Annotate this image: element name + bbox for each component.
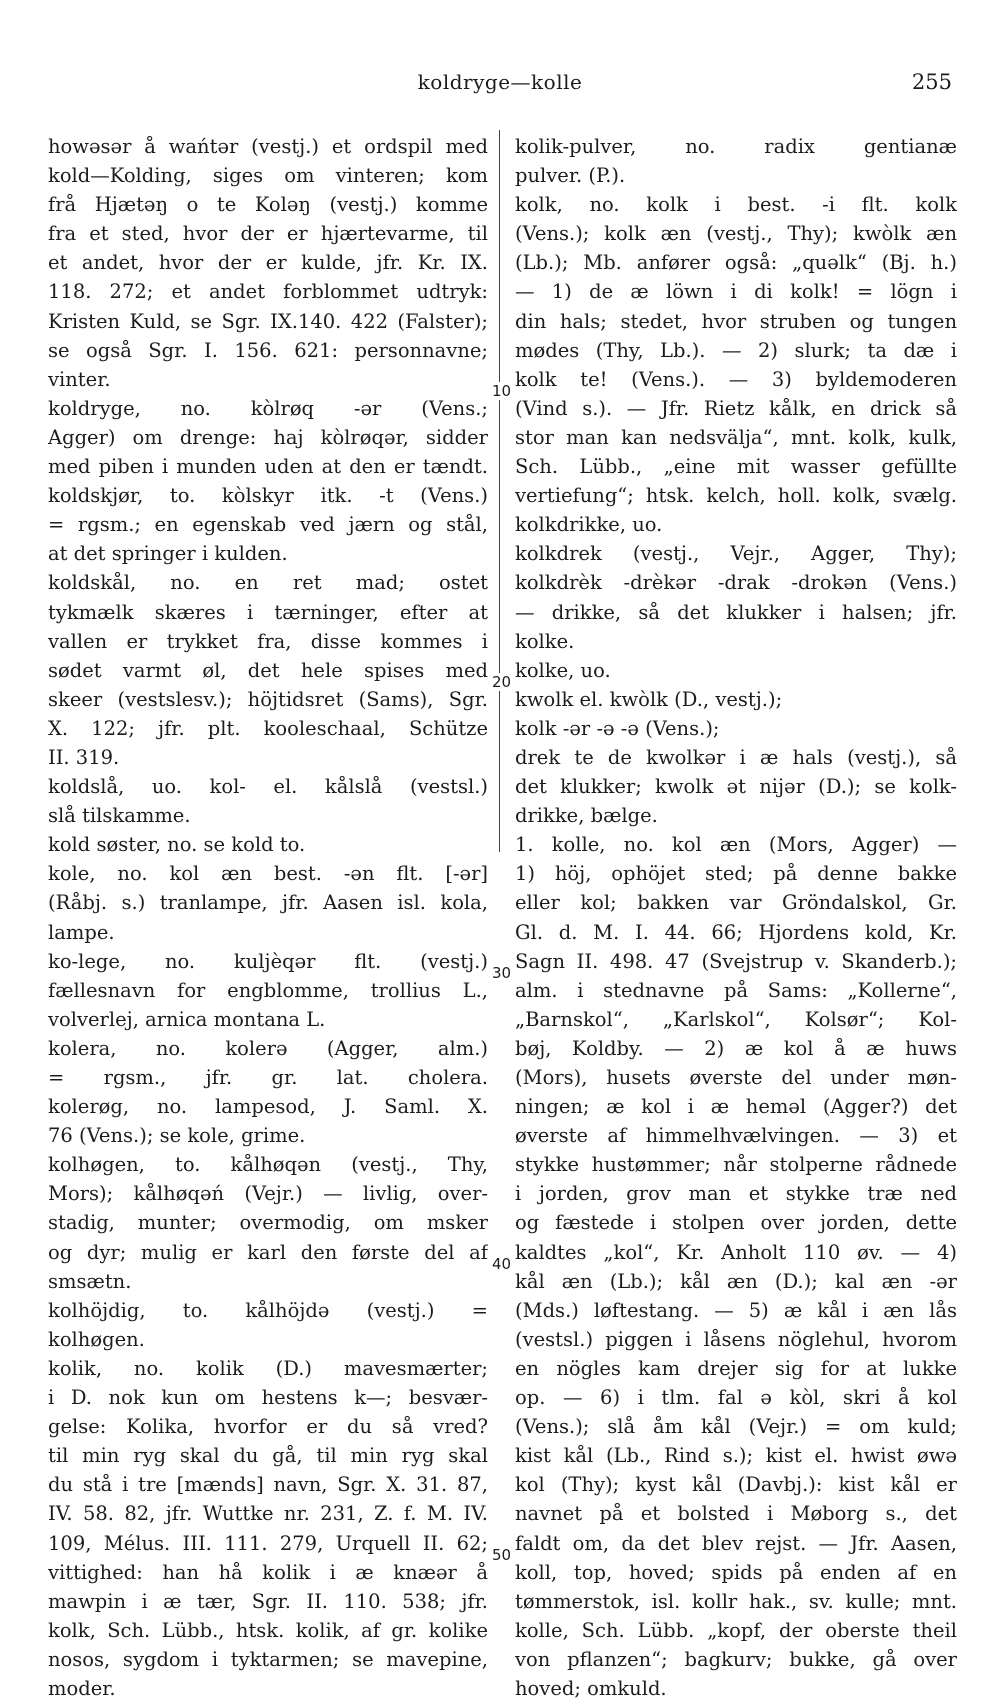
text-line: koldslå, uo. kol- el. kålslå (vestsl.) (48, 775, 488, 799)
text-line: ko-lege, no. kuljèqər flt. (vestj.) (48, 949, 488, 973)
text-line: (Vens.); slå åm kål (Vejr.) = om kuld; (515, 1415, 957, 1439)
line-number: 50 (492, 1546, 512, 1564)
text-line: og dyr; mulig er karl den første del af (48, 1240, 488, 1264)
text-line: kolk -ər -ə -ə (Vens.); (515, 716, 720, 740)
text-line: kolik-pulver, no. radix gentianæ (515, 135, 957, 158)
text-line: sødet varmt øl, det hele spises med (48, 658, 488, 682)
text-line: koldryge, no. kòlrøq -ər (Vens.; (48, 396, 488, 420)
text-line: kål æn (Lb.); kål æn (D.); kal æn -ər (515, 1269, 957, 1293)
line-number: 10 (492, 382, 512, 400)
text-line: mødes (Thy, Lb.). — 2) slurk; ta dæ i (515, 338, 957, 362)
text-line: kolik, no. kolik (D.) mavesmærter; (48, 1356, 488, 1380)
text-line: bøj, Koldby. — 2) æ kol å æ huws (515, 1036, 957, 1060)
text-line: Gl. d. M. I. 44. 66; Hjordens kold, Kr. (515, 920, 957, 944)
text-line: koldskål, no. en ret mad; ostet (48, 571, 488, 595)
text-line: og fæstede i stolpen over jorden, dette (515, 1211, 957, 1235)
text-line: 1. kolle, no. kol æn (Mors, Agger) — (515, 833, 957, 857)
text-line: vertiefung“; htsk. kelch, holl. kolk, svælg. (515, 484, 957, 508)
text-line: X. 122; jfr. plt. kooleschaal, Schütze (48, 716, 488, 740)
text-line: smsætn. (48, 1269, 132, 1293)
text-line: kold søster, no. se kold to. (48, 833, 306, 857)
text-line: kolerøg, no. lampesod, J. Saml. X. (48, 1095, 488, 1119)
text-line: vinter. (48, 367, 111, 391)
text-line: 109, Mélus. III. 111. 279, Urquell II. 62; (48, 1531, 488, 1555)
text-line: 76 (Vens.); se kole, grime. (48, 1124, 306, 1148)
text-line: kolera, no. kolerə (Agger, alm.) (48, 1036, 488, 1060)
text-line: stadig, munter; overmodig, om msker (48, 1211, 488, 1235)
text-line: faldt om, da det blev rejst. — Jfr. Aasen, (515, 1531, 957, 1555)
text-line: slå tilskamme. (48, 804, 191, 828)
text-line: II. 319. (48, 745, 120, 769)
text-line: kolkdrek (vestj., Vejr., Agger, Thy); (515, 542, 957, 566)
text-line: 1) höj, ophöjet sted; på denne bakke (515, 862, 957, 886)
page-number: 255 (911, 70, 952, 94)
text-line: hoved; omkuld. (515, 1676, 667, 1700)
text-line: ningen; æ kol i æ heməl (Agger?) det (515, 1095, 957, 1119)
text-line: (Lb.); Mb. anfører også: „quəlk“ (Bj. h.) (515, 251, 957, 275)
text-line: stykke hustømmer; når stolperne rådnede (515, 1153, 957, 1177)
text-line: kold—Kolding, siges om vinteren; kom (48, 164, 488, 188)
text-line: kwolk el. kwòlk (D., vestj.); (515, 687, 783, 711)
text-line: koldskjør, to. kòlskyr itk. -t (Vens.) (48, 484, 488, 508)
text-line: din hals; stedet, hvor struben og tungen (515, 309, 957, 333)
text-line: (vestsl.) piggen i låsens nöglehul, hvorom (515, 1327, 957, 1351)
text-line: nosos, sygdom i tyktarmen; se mavepine, (48, 1647, 488, 1671)
line-number: 30 (492, 964, 512, 982)
text-line: navnet på et bolsted i Møborg s., det (515, 1502, 957, 1526)
text-line: — drikke, så det klukker i halsen; jfr. (515, 600, 957, 624)
text-line: (Mds.) løftestang. — 5) æ kål i æn lås (515, 1298, 957, 1322)
line-number: 40 (492, 1255, 512, 1273)
text-line: lampe. (48, 920, 115, 944)
text-line: von pflanzen“; bagkurv; bukke, gå over (515, 1647, 957, 1671)
text-line: øverste af himmelhvælvingen. — 3) et (515, 1124, 957, 1148)
text-line: kolkdrèk -drèkər -drak -drokən (Vens.) (515, 571, 957, 595)
text-line: kolk, Sch. Lübb., htsk. kolik, af gr. kolike (48, 1618, 488, 1642)
text-line: at det springer i kulden. (48, 542, 288, 566)
text-line: = rgsm.; en egenskab ved jærn og stål, (48, 513, 488, 537)
text-line: i D. nok kun om hestens k—; besvær- (48, 1386, 488, 1410)
text-line: kolhøgen, to. kålhøqən (vestj., Thy, (48, 1153, 488, 1177)
left-column (48, 132, 488, 1703)
text-line: (Råbj. s.) tranlampe, jfr. Aasen isl. kola, (48, 891, 488, 915)
text-line: „Barnskol“, „Karlskol“, Kolsør“; Kol- (515, 1007, 957, 1031)
text-line: (Vens.); kolk æn (vestj., Thy); kwòlk æn (515, 222, 957, 246)
text-line: skeer (vestslesv.); höjtidsret (Sams), Sgr. (48, 687, 488, 711)
text-line: se også Sgr. I. 156. 621: personnavne; (48, 338, 488, 362)
text-line: kole, no. kol æn best. -ən flt. [-ər] (48, 862, 488, 886)
page-header (0, 70, 1000, 110)
text-line: (Vind s.). — Jfr. Rietz kålk, en drick så (515, 396, 957, 420)
text-line: kolle, Sch. Lübb. „kopf, der oberste theil (515, 1618, 957, 1642)
text-line: eller kol; bakken var Gröndalskol, Gr. (515, 891, 957, 915)
text-line: IV. 58. 82, jfr. Wuttke nr. 231, Z. f. M. IV. (48, 1502, 488, 1526)
text-line: kolhöjdig, to. kålhöjdə (vestj.) = (48, 1298, 488, 1322)
text-line: tømmerstok, isl. kollr hak., sv. kulle; mnt. (515, 1589, 957, 1613)
text-line: en nögles kam drejer sig for at lukke (515, 1356, 957, 1380)
text-line: alm. i stednavne på Sams: „Kollerne“, (515, 978, 957, 1002)
right-column (515, 132, 957, 1703)
text-line: Kristen Kuld, se Sgr. IX.140. 422 (Falster); (48, 309, 488, 333)
text-line: kaldtes „kol“, Kr. Anholt 110 øv. — 4) (515, 1240, 957, 1264)
text-line: kolk, no. kolk i best. -i flt. kolk (515, 193, 957, 217)
text-line: = rgsm., jfr. gr. lat. cholera. (48, 1066, 488, 1089)
text-line: kolke, uo. (515, 658, 611, 682)
text-line: moder. (48, 1676, 116, 1700)
text-line: kol (Thy); kyst kål (Davbj.): kist kål er (515, 1473, 957, 1497)
running-head: koldryge—kolle (417, 70, 583, 94)
text-line: vittighed: han hå kolik i æ knæər å (48, 1560, 488, 1584)
text-line: op. — 6) i tlm. fal ə kòl, skri å kol (515, 1386, 957, 1410)
text-line: det klukker; kwolk ət nijər (D.); se kolk- (515, 775, 957, 799)
text-line: kolke. (515, 629, 575, 653)
text-line: volverlej, arnica montana L. (48, 1007, 326, 1031)
text-line: til min ryg skal du gå, til min ryg skal (48, 1444, 488, 1468)
text-line: kolhøgen. (48, 1327, 145, 1351)
text-line: kolkdrikke, uo. (515, 513, 663, 537)
text-line: kolk te! (Vens.). — 3) byldemoderen (515, 367, 957, 391)
text-line: drikke, bælge. (515, 804, 658, 828)
text-line: koll, top, hoved; spids på enden af en (515, 1560, 957, 1584)
text-line: pulver. (P.). (515, 164, 626, 188)
text-line: Mors); kålhøqəń (Vejr.) — livlig, over- (48, 1182, 488, 1206)
text-line: gelse: Kolika, hvorfor er du så vred? (48, 1415, 488, 1439)
text-line: stor man kan nedsvälja“, mnt. kolk, kulk, (515, 425, 957, 449)
text-line: tykmælk skæres i tærninger, efter at (48, 600, 488, 624)
text-line: Sch. Lübb., „eine mit wasser gefüllte (515, 455, 957, 479)
text-line: — 1) de æ löwn i di kolk! = lögn i (515, 280, 957, 304)
text-line: du stå i tre [mænds] navn, Sgr. X. 31. 87, (48, 1473, 488, 1497)
text-line: kist kål (Lb., Rind s.); kist el. hwist øwə (515, 1444, 957, 1468)
text-line: (Mors), husets øverste del under møn- (515, 1066, 957, 1089)
column-divider (499, 130, 500, 852)
text-line: howəsər å wańtər (vestj.) et ordspil med (48, 135, 488, 158)
text-line: 118. 272; et andet forblommet udtryk: (48, 280, 488, 304)
text-line: mawpin i æ tær, Sgr. II. 110. 538; jfr. (48, 1589, 488, 1613)
text-line: frå Hjætəŋ o te Koləŋ (vestj.) komme (48, 193, 488, 217)
text-line: Sagn II. 498. 47 (Svejstrup v. Skanderb.); (515, 949, 957, 973)
text-line: vallen er trykket fra, disse kommes i (48, 629, 488, 653)
text-line: med piben i munden uden at den er tændt. (48, 455, 488, 479)
text-line: et andet, hvor der er kulde, jfr. Kr. IX. (48, 251, 488, 275)
text-line: fra et sted, hvor der er hjærtevarme, til (48, 222, 488, 246)
line-number: 20 (492, 673, 512, 691)
text-line: fællesnavn for engblomme, trollius L., (48, 978, 488, 1002)
text-line: i jorden, grov man et stykke træ ned (515, 1182, 957, 1206)
text-line: Agger) om drenge: haj kòlrøqər, sidder (48, 425, 488, 449)
text-line: drek te de kwolkər i æ hals (vestj.), så (515, 745, 957, 769)
